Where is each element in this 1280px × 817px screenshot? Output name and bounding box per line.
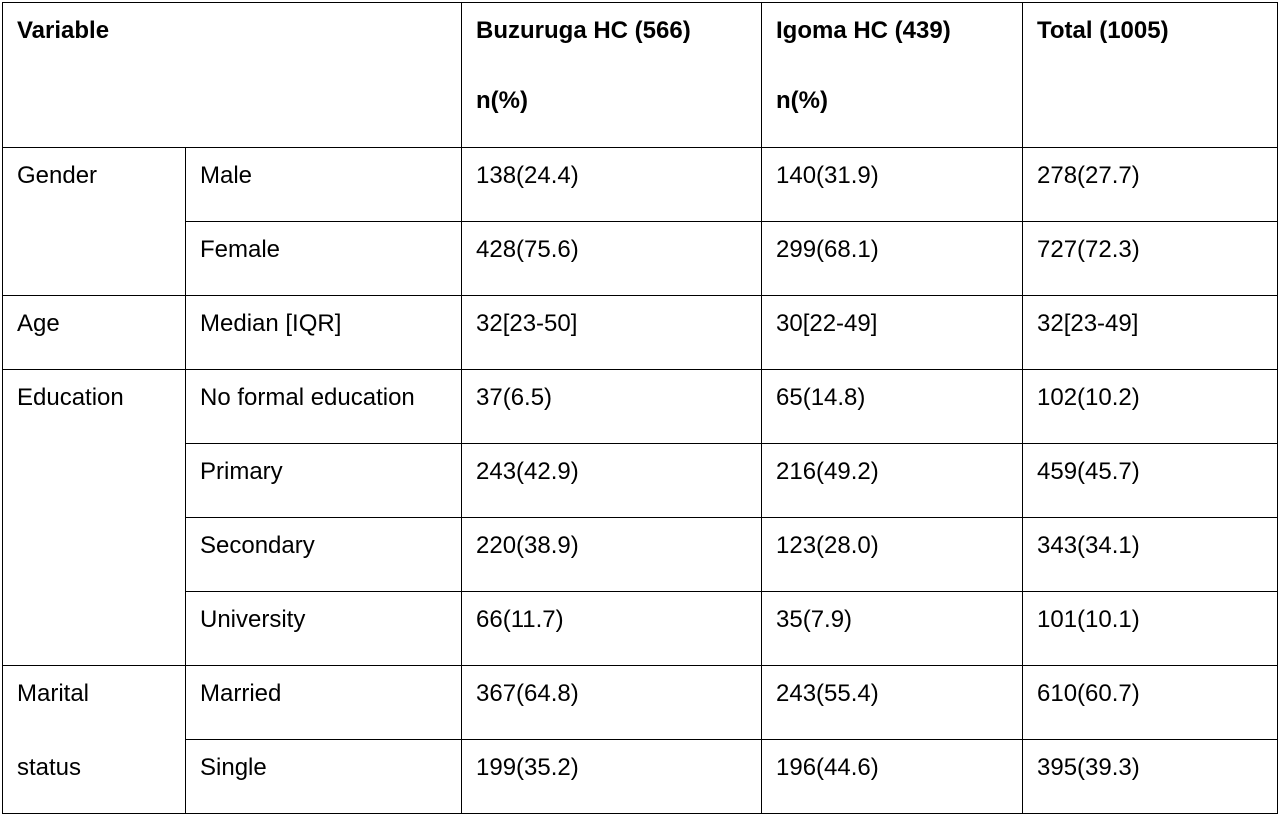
table-row — [3, 370, 1278, 444]
header-buzuruga-unit: n(%) — [476, 87, 528, 114]
cell-buzuruga: 243(42.9) — [462, 444, 762, 518]
table-row — [3, 592, 1278, 666]
cell-buzuruga: 428(75.6) — [462, 222, 762, 296]
row-label: Female — [186, 222, 462, 296]
header-buzuruga-title: Buzuruga HC (566) — [476, 17, 691, 44]
table-row — [3, 518, 1278, 592]
header-buzuruga — [462, 3, 762, 148]
table-row — [3, 444, 1278, 518]
cell-igoma: 30[22-49] — [762, 296, 1023, 370]
cell-igoma: 140(31.9) — [762, 148, 1023, 222]
row-label: Primary — [186, 444, 462, 518]
header-total: Total (1005) — [1023, 3, 1278, 148]
cell-igoma: 299(68.1) — [762, 222, 1023, 296]
cell-buzuruga: 37(6.5) — [462, 370, 762, 444]
cell-total: 32[23-49] — [1023, 296, 1278, 370]
cell-total: 102(10.2) — [1023, 370, 1278, 444]
cell-buzuruga: 138(24.4) — [462, 148, 762, 222]
cell-buzuruga: 66(11.7) — [462, 592, 762, 666]
header-variable: Variable — [3, 3, 462, 148]
cell-igoma: 65(14.8) — [762, 370, 1023, 444]
row-label: Male — [186, 148, 462, 222]
cell-igoma: 243(55.4) — [762, 666, 1023, 740]
table-row — [3, 666, 1278, 740]
cell-igoma: 216(49.2) — [762, 444, 1023, 518]
header-igoma-title: Igoma HC (439) — [776, 17, 951, 44]
group-marital-status — [3, 666, 186, 814]
cell-igoma: 35(7.9) — [762, 592, 1023, 666]
cell-total: 278(27.7) — [1023, 148, 1278, 222]
row-label: Single — [186, 740, 462, 814]
header-igoma — [762, 3, 1023, 148]
table-row — [3, 222, 1278, 296]
row-label: Secondary — [186, 518, 462, 592]
cell-igoma: 123(28.0) — [762, 518, 1023, 592]
cell-total: 101(10.1) — [1023, 592, 1278, 666]
table-header-row — [3, 3, 1278, 148]
table-row — [3, 296, 1278, 370]
cell-total: 343(34.1) — [1023, 518, 1278, 592]
cell-buzuruga: 32[23-50] — [462, 296, 762, 370]
cell-total: 395(39.3) — [1023, 740, 1278, 814]
group-age: Age — [3, 296, 186, 370]
header-igoma-unit: n(%) — [776, 87, 828, 114]
cell-buzuruga: 199(35.2) — [462, 740, 762, 814]
cell-buzuruga: 220(38.9) — [462, 518, 762, 592]
row-label: Married — [186, 666, 462, 740]
cell-total: 459(45.7) — [1023, 444, 1278, 518]
cell-buzuruga: 367(64.8) — [462, 666, 762, 740]
cell-igoma: 196(44.6) — [762, 740, 1023, 814]
group-marital-line2: status — [17, 754, 82, 781]
table-row — [3, 148, 1278, 222]
table-row — [3, 740, 1278, 814]
cell-total: 610(60.7) — [1023, 666, 1278, 740]
group-marital-line1: Marital — [17, 680, 90, 707]
group-education: Education — [3, 370, 186, 666]
row-label: Median [IQR] — [186, 296, 462, 370]
cell-total: 727(72.3) — [1023, 222, 1278, 296]
row-label: No formal education — [186, 370, 462, 444]
group-gender: Gender — [3, 148, 186, 296]
row-label: University — [186, 592, 462, 666]
demographics-table — [2, 2, 1278, 814]
